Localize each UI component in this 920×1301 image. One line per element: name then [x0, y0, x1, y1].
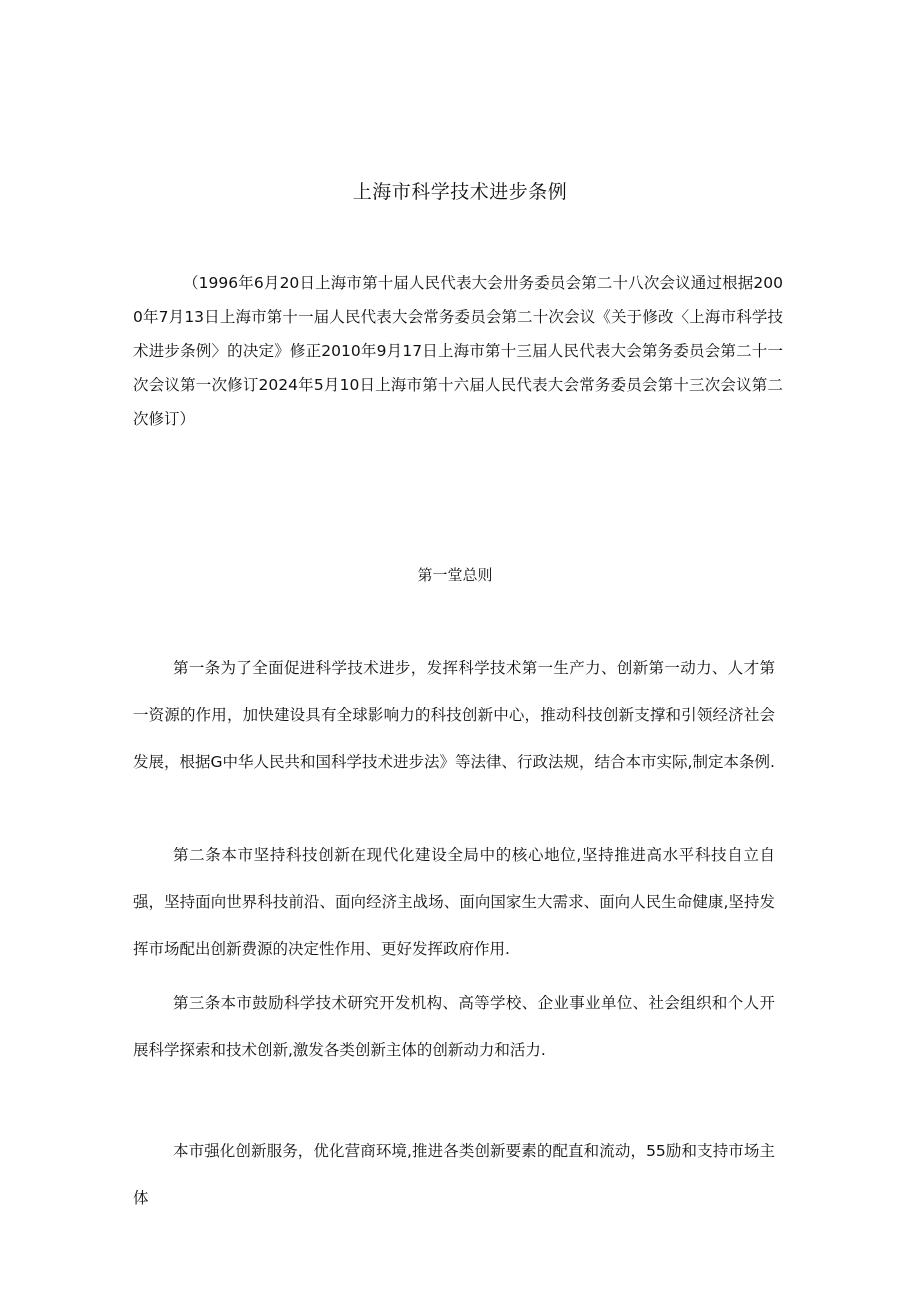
chapter-heading: 第一堂总则	[417, 566, 493, 584]
article-2-paragraph: 第二条本市坚持科技创新在现代化建设全局中的核心地位,坚持推进高水平科技自立自强，坚持面向世界科技前沿、面向经济主战场、面向国家生大需求、面向人民生命健康,坚持发挥市场配出创新费源的决定性作用、更好发挥政府作用.	[133, 846, 775, 958]
revision-history-preamble: （1996年6月20日上海市第十届人民代表大会卅务委员会第二十八次会议通过根据2000年7月13日上海市第十一届人民代表大会常务委员会第二十次会议《关于修改〈上海市科学技术进步条例〉的决定》修正2010年9月17日上海市第十三届人民代表大会第务委员会第二十一次会议第一次修订2024年5月10日上海市第十六届人民代表大会常务委员会第十三次会议第二次修订）	[133, 274, 783, 428]
article-3-paragraph: 第三条本市鼓励科学技术研究开发机构、高等学校、企业事业单位、社会组织和个人开展科学探索和技术创新,激发各类创新主体的创新动力和活力.	[133, 994, 775, 1059]
document-title: 上海市科学技术进步条例	[352, 181, 568, 203]
article-1-paragraph: 第一条为了全面促进科学技术进步，发挥科学技术第一生产力、创新第一动力、人才第一资源的作用，加快建设具有全球影响力的科技创新中心，推动科技创新支撑和引领经济社会发展，根据G中华人民共和国科学技术进步法》等法律、行政法规，结合本市实际,制定本条例.	[133, 659, 775, 771]
article-3-continuation-paragraph: 本市强化创新服务，优化营商环境,推进各类创新要素的配直和流动，55励和支持市场主体	[133, 1142, 775, 1207]
